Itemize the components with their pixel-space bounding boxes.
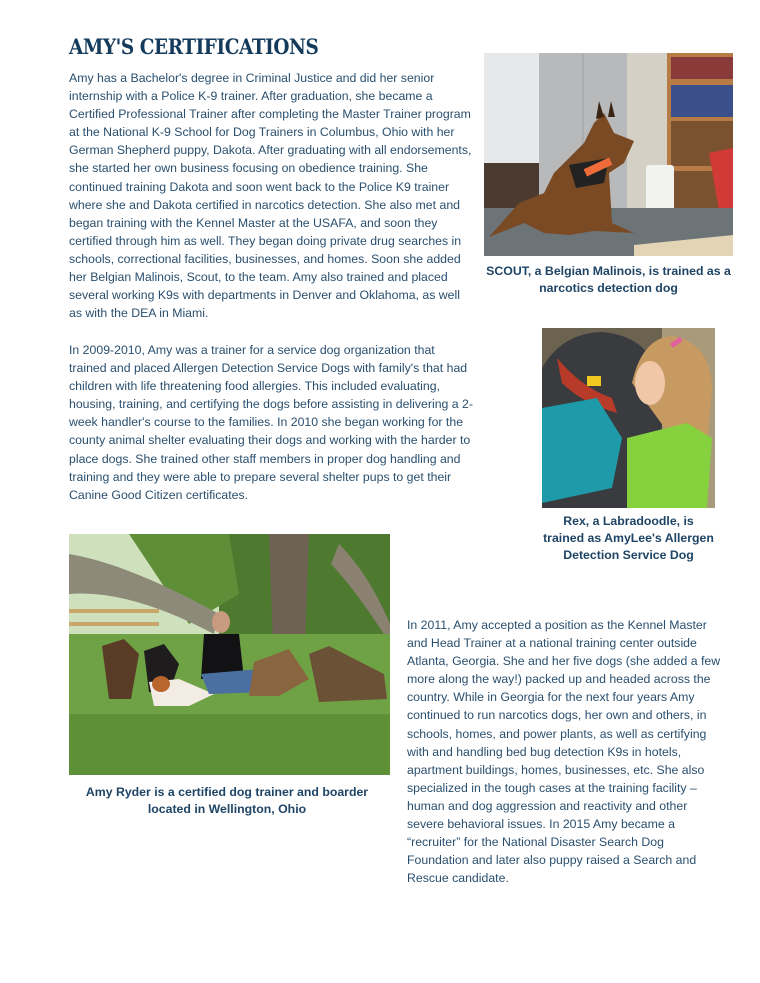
rex-photo xyxy=(542,328,715,508)
paragraph-georgia: In 2011, Amy accepted a position as the Kennel Master and Head Trainer at a national training center outside Atlanta, Georgia. She and her five dogs (she added a few more along the way!) packed up and headed across the country. While in Georgia for the next four years Amy continued to run narcotics dogs, her own and others, in schools, homes, and power plants, as well as certifying with and handling bed bug detection K9s in hotels, apartment buildings, homes, businesses, etc. She also specialized in the tough cases at the training facility – human and dog aggression and reactivity and other severe behavioral issues. In 2015 Amy became a “recruiter” for the National Disaster Search Dog Foundation and later also puppy raised a Search and Rescue candidate. xyxy=(407,618,721,886)
page-title: AMY'S CERTIFICATIONS xyxy=(69,34,319,59)
trainer-dogs-under-tree-image xyxy=(69,534,390,775)
rex-caption: Rex, a Labradoodle, is trained as AmyLee's Allergen Detection Service Dog xyxy=(543,514,714,562)
belgian-malinois-image xyxy=(484,53,733,256)
amy-with-dogs-photo xyxy=(69,534,390,775)
amy-caption: Amy Ryder is a certified dog trainer and boarder located in Wellington, Ohio xyxy=(85,785,369,816)
paragraph-education: Amy has a Bachelor's degree in Criminal Justice and did her senior internship with a Police K-9 trainer. After graduation, she became a Certified Professional Trainer after completing the Master Trainer program at the National K-9 School for Dog Trainers in Columbus, Ohio with her German Shepherd puppy, Dakota. After graduating with all endorsements, she started her own business focusing on obedience training. She continued training Dakota and soon went back to the Police K9 trainer where she and Dakota certified in narcotics detection. She also met and began training with the Kennel Master at the USAFA, and soon they certified through him as well. They began doing private drug searches in schools, correctional facilities, businesses, and homes. Soon she added her Belgian Malinois, Scout, to the team. Amy also trained and placed several working K9s with departments in Denver and Oklahoma, as well as with the DEA in Miami. xyxy=(69,71,472,321)
scout-caption: SCOUT, a Belgian Malinois, is trained as a narcotics detection dog xyxy=(486,264,731,295)
labradoodle-girl-image xyxy=(542,328,715,508)
paragraph-service-dogs: In 2009-2010, Amy was a trainer for a service dog organization that trained and placed Allergen Detection Service Dogs with family's that had children with life threatening food allergies. This included evaluating, housing, training, and certifying the dogs before assisting in delivering a 2-week handler's course to the families. In 2010 she began working for the county animal shelter evaluating their dogs and working with the harder to place dogs. She trained other staff members in proper dog handling and training and they were able to prepare several shelter pups to get their Canine Good Citizen certificates. xyxy=(69,343,473,502)
scout-photo xyxy=(484,53,733,256)
